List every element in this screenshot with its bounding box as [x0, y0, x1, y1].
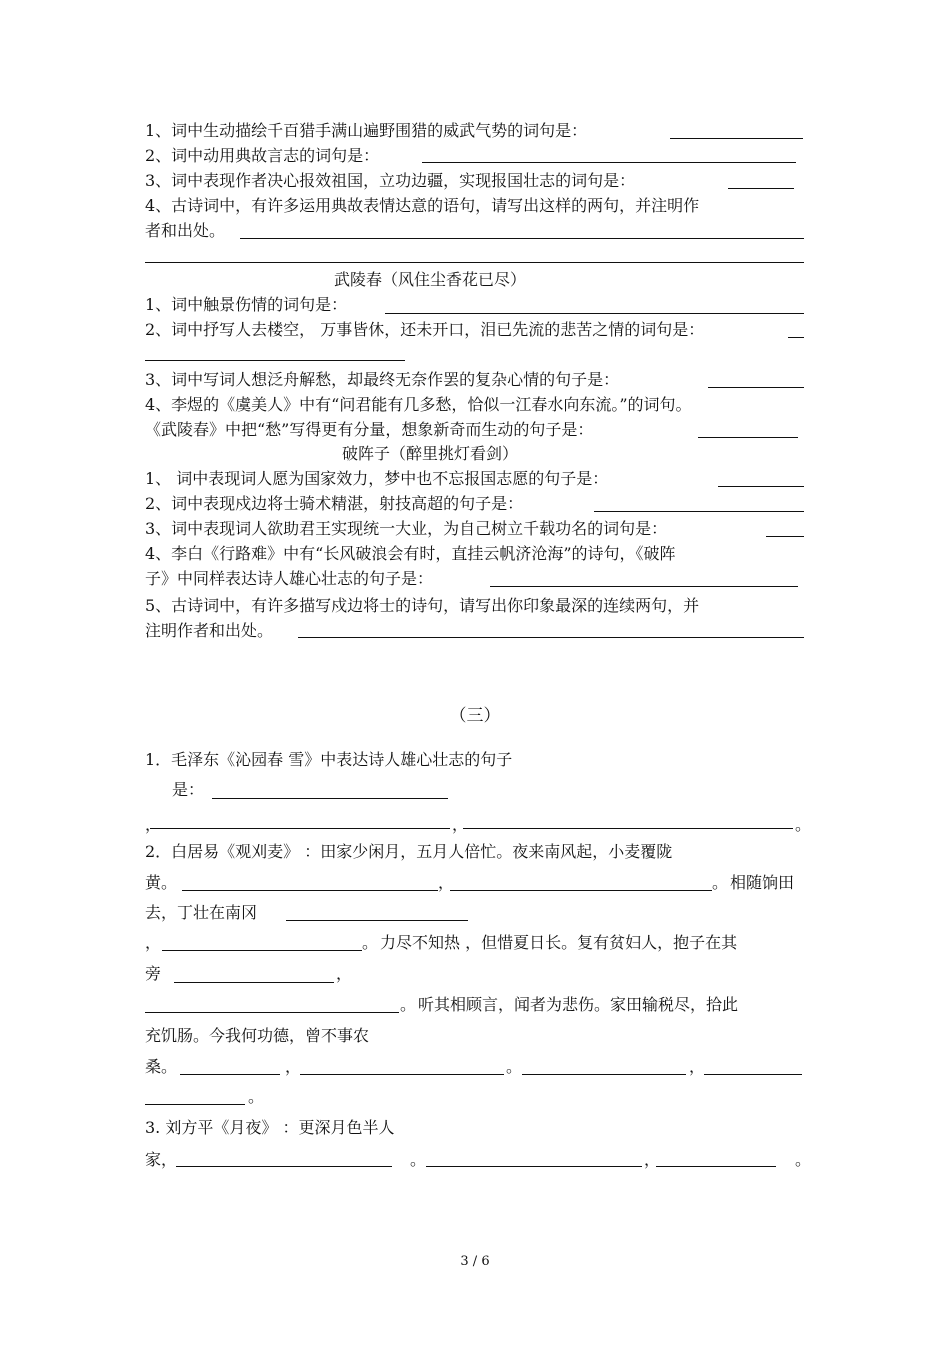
- s3-q5-blank[interactable]: [298, 637, 804, 638]
- p3-q2-blank-5[interactable]: [174, 982, 334, 983]
- p3-q2h: 桑。: [145, 1057, 178, 1076]
- p3-q2d-tail: 力尽不知热 ，但惜夏日长。复有贫妇人，抱子在其: [380, 933, 738, 952]
- p3-q3-period-1: 。: [410, 1150, 427, 1169]
- s2-q2-blank-1[interactable]: [788, 337, 804, 338]
- p3-q2c: 去，丁壮在南冈: [145, 903, 258, 922]
- p3-q1-blank-3[interactable]: [463, 828, 793, 829]
- p3-q1-period: 。: [795, 815, 812, 834]
- p3-q2-blank-2[interactable]: [450, 890, 712, 891]
- s1-q3-blank[interactable]: [728, 188, 794, 189]
- p3-q2-period-4: 。: [506, 1057, 523, 1076]
- s2-q4-blank[interactable]: [698, 437, 798, 438]
- p3-q1-comma-2: ，: [452, 815, 469, 834]
- p3-q2-blank-4[interactable]: [162, 950, 362, 951]
- p3-q2f-tail: 听其相顾言，闻者为悲伤。家田输税尽，拾此: [418, 995, 739, 1014]
- p3-q2-period-3: 。: [400, 995, 417, 1014]
- p3-q3b: 家，: [145, 1150, 178, 1169]
- p3-q3-blank-1[interactable]: [176, 1166, 392, 1167]
- p3-q2-blank-3[interactable]: [286, 920, 468, 921]
- s1-q4b: 者和出处。: [145, 221, 226, 240]
- s2-q3: 3、词中写词人想泛舟解愁，却最终无奈作罢的复杂心情的句子是：: [145, 370, 620, 389]
- p3-q2a: 2．白居易《观刈麦》 ：田家少闲月，五月人倍忙。夜来南风起，小麦覆陇: [145, 842, 673, 861]
- s2-title: 武陵春（风住尘香花已尽）: [333, 270, 526, 289]
- s3-q4-blank[interactable]: [490, 586, 798, 587]
- s1-q4-blank-1[interactable]: [240, 238, 804, 239]
- p3-q2-period-5: 。: [248, 1087, 265, 1106]
- p3-q2-blank-8[interactable]: [300, 1074, 504, 1075]
- s2-q3-blank[interactable]: [708, 387, 804, 388]
- p3-q2e: 旁: [145, 964, 162, 983]
- s2-q4b: 《武陵春》中把“愁”写得更有分量，想象新奇而生动的句子是：: [145, 420, 594, 439]
- s1-q4-blank-2[interactable]: [145, 262, 804, 263]
- part3-heading: （三）: [449, 706, 501, 726]
- s3-q5a: 5、古诗词中，有许多描写戍边将士的诗句，请写出你印象最深的连续两句，并: [145, 596, 700, 615]
- s3-q3: 3、词中表现词人欲助君王实现统一大业，为自己树立千载功名的词句是：: [145, 519, 668, 538]
- s3-q2-blank[interactable]: [594, 511, 804, 512]
- s2-q2: 2、词中抒写人去楼空， 万事皆休，还未开口，泪已先流的悲苦之情的词句是：: [145, 320, 705, 339]
- s3-q5b: 注明作者和出处。: [145, 621, 274, 640]
- s3-q2: 2、词中表现戍边将士骑术精湛，射技高超的句子是：: [145, 494, 524, 513]
- s3-q1-blank[interactable]: [718, 486, 804, 487]
- s1-q4a: 4、古诗词中，有许多运用典故表情达意的语句，请写出这样的两句，并注明作: [145, 196, 700, 215]
- p3-q1-blank-2[interactable]: [150, 828, 450, 829]
- s1-q2-blank[interactable]: [422, 162, 796, 163]
- s3-q3-blank[interactable]: [766, 536, 804, 537]
- s2-q4a: 4、李煜的《虞美人》中有“问君能有几多愁，恰似一江春水向东流。”的词句。: [145, 395, 692, 414]
- p3-q1-comma-1: ，: [145, 815, 162, 834]
- p3-q3-comma: ，: [644, 1150, 661, 1169]
- p3-q2b: 黄。: [145, 873, 178, 892]
- p3-q3-blank-2[interactable]: [426, 1166, 642, 1167]
- s1-q2: 2、词中动用典故言志的词句是：: [145, 146, 380, 165]
- p3-q1-blank-1[interactable]: [212, 798, 448, 799]
- s2-q1: 1、词中触景伤情的词句是：: [145, 295, 348, 314]
- p3-q2g: 充饥肠。今我何功德，曾不事农: [145, 1026, 370, 1045]
- p3-q2-blank-6[interactable]: [145, 1012, 399, 1013]
- p3-q2-period-1: 。: [712, 873, 729, 892]
- p3-q3-blank-3[interactable]: [656, 1166, 776, 1167]
- s3-q4a: 4、李白《行路难》中有“长风破浪会有时，直挂云帆济沧海”的诗句，《破阵: [145, 544, 676, 563]
- p3-q2-blank-7[interactable]: [180, 1074, 280, 1075]
- s2-q1-blank[interactable]: [385, 313, 804, 314]
- p3-q2-comma-5: ，: [689, 1057, 706, 1076]
- s2-q2-blank-2[interactable]: [145, 360, 405, 361]
- p3-q1a: 1．毛泽东《沁园春 雪》中表达诗人雄心壮志的句子: [145, 750, 513, 769]
- s3-title: 破阵子（醉里挑灯看剑）: [341, 444, 518, 463]
- page-number: 3 / 6: [460, 1254, 490, 1269]
- p3-q2-comma-4: ，: [285, 1057, 302, 1076]
- p3-q2-comma-3: ，: [336, 964, 353, 983]
- p3-q1b: 是：: [172, 780, 205, 799]
- p3-q2-blank-11[interactable]: [145, 1104, 245, 1105]
- p3-q3a: 3. 刘方平《月夜》 ：更深月色半人: [145, 1118, 395, 1137]
- p3-q3-period-2: 。: [795, 1150, 812, 1169]
- p3-q2-period-2: 。: [362, 933, 379, 952]
- p3-q2-blank-9[interactable]: [522, 1074, 686, 1075]
- p3-q2-comma-1: ，: [438, 873, 455, 892]
- s3-q4b: 子》中同样表达诗人雄心壮志的句子是：: [145, 569, 434, 588]
- p3-q2-blank-10[interactable]: [704, 1074, 802, 1075]
- p3-q2b-tail: 相随饷田: [730, 873, 795, 892]
- p3-q2-comma-2: ，: [145, 933, 162, 952]
- s3-q1: 1、 词中表现词人愿为国家效力，梦中也不忘报国志愿的句子是：: [145, 469, 609, 488]
- s1-q3: 3、词中表现作者决心报效祖国，立功边疆，实现报国壮志的词句是：: [145, 171, 636, 190]
- p3-q2-blank-1[interactable]: [182, 890, 438, 891]
- s1-q1: 1、词中生动描绘千百猎手满山遍野围猎的威武气势的词句是：: [145, 121, 588, 140]
- s1-q1-blank[interactable]: [670, 138, 803, 139]
